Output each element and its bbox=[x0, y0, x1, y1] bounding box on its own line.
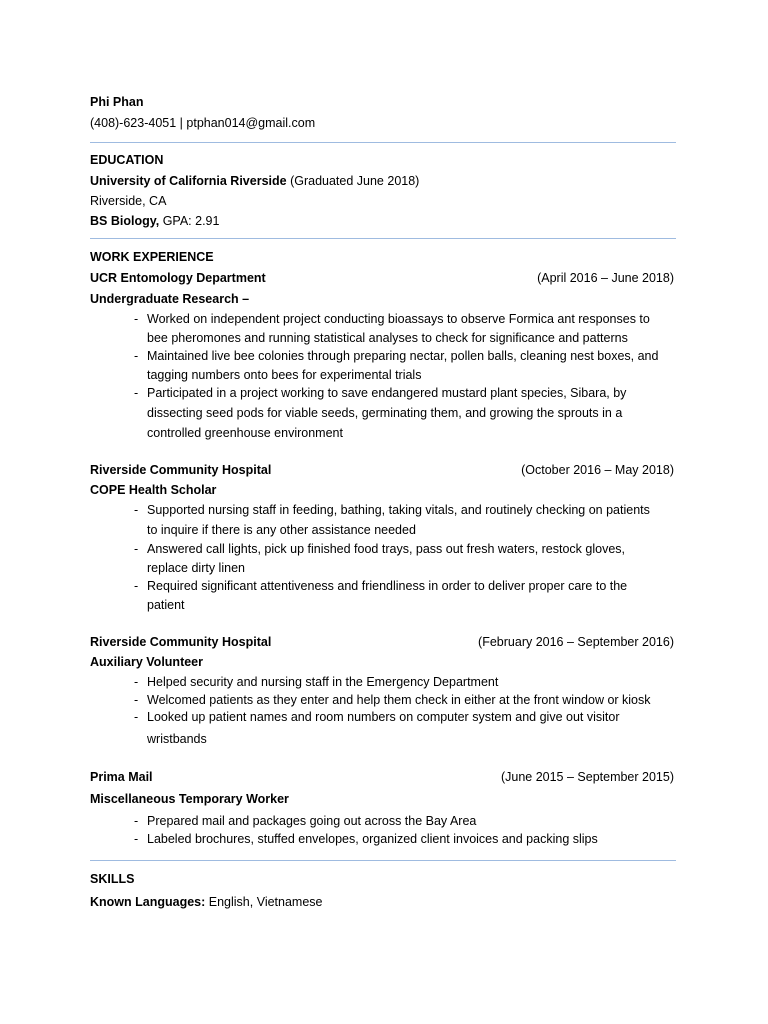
section-divider bbox=[90, 142, 676, 143]
bullet-line: dissecting seed pods for viable seeds, germinating them, and growing the sprouts in a bbox=[147, 406, 623, 420]
languages-value: English, Vietnamese bbox=[208, 895, 323, 909]
school-location: Riverside, CA bbox=[90, 194, 167, 208]
job-dates: (October 2016 – May 2018) bbox=[521, 463, 674, 477]
bullet-line: Required significant attentiveness and friendliness in order to deliver proper care to the bbox=[147, 579, 628, 593]
section-divider bbox=[90, 238, 676, 239]
bullet-line: Prepared mail and packages going out across the Bay Area bbox=[147, 814, 477, 828]
school-name: University of California Riverside bbox=[90, 174, 287, 188]
bullet-line: bee pheromones and running statistical analyses to check for significance and patterns bbox=[147, 331, 628, 345]
gpa: GPA: 2.91 bbox=[162, 214, 220, 228]
bullet-line: Labeled brochures, stuffed envelopes, organized client invoices and packing slips bbox=[147, 832, 598, 846]
bullet-line: Maintained live bee colonies through preparing nectar, pollen balls, cleaning nest boxes, and bbox=[147, 349, 659, 363]
bullet-line: Looked up patient names and room numbers on computer system and give out visitor bbox=[147, 710, 620, 724]
job-dates: (February 2016 – September 2016) bbox=[478, 635, 674, 649]
languages-label: Known Languages: bbox=[90, 895, 206, 909]
degree: BS Biology, bbox=[90, 214, 160, 228]
education-heading: EDUCATION bbox=[90, 153, 164, 167]
bullet-line: controlled greenhouse environment bbox=[147, 426, 343, 440]
bullet-dash: - bbox=[134, 814, 139, 828]
job-employer: Riverside Community Hospital bbox=[90, 463, 272, 477]
job-role: COPE Health Scholar bbox=[90, 483, 217, 497]
bullet-dash: - bbox=[134, 386, 139, 400]
bullet-line: Welcomed patients as they enter and help them check in either at the front window or kiosk bbox=[147, 693, 651, 707]
job-role: Auxiliary Volunteer bbox=[90, 655, 203, 669]
candidate-name: Phi Phan bbox=[90, 95, 144, 109]
bullet-line: Worked on independent project conducting bioassays to observe Formica ant responses to bbox=[147, 312, 650, 326]
job-role: Miscellaneous Temporary Worker bbox=[90, 792, 289, 806]
education-school-line bbox=[90, 174, 419, 188]
bullet-dash: - bbox=[134, 579, 139, 593]
bullet-line: replace dirty linen bbox=[147, 561, 245, 575]
bullet-line: Helped security and nursing staff in the Emergency Department bbox=[147, 675, 499, 689]
skills-heading: SKILLS bbox=[90, 872, 135, 886]
job-employer: Riverside Community Hospital bbox=[90, 635, 272, 649]
bullet-dash: - bbox=[134, 542, 139, 556]
phone-number: (408)-623-4051 bbox=[90, 116, 177, 130]
bullet-line: Answered call lights, pick up finished food trays, pass out fresh waters, restock gloves, bbox=[147, 542, 626, 556]
job-employer: UCR Entomology Department bbox=[90, 271, 266, 285]
bullet-dash: - bbox=[134, 312, 139, 326]
bullet-dash: - bbox=[134, 710, 139, 724]
section-divider bbox=[90, 860, 676, 861]
bullet-line: tagging numbers onto bees for experimental trials bbox=[147, 368, 422, 382]
bullet-line: Supported nursing staff in feeding, bathing, taking vitals, and routinely checking on patients bbox=[147, 503, 650, 517]
job-dates: (June 2015 – September 2015) bbox=[500, 770, 674, 784]
job-employer: Prima Mail bbox=[90, 770, 153, 784]
bullet-dash: - bbox=[134, 349, 139, 363]
contact-line bbox=[90, 116, 315, 130]
languages-line bbox=[90, 895, 323, 909]
bullet-line: patient bbox=[147, 598, 185, 612]
bullet-line: to inquire if there is any other assistance needed bbox=[147, 523, 416, 537]
contact-separator: | bbox=[179, 116, 183, 130]
bullet-line: wristbands bbox=[147, 732, 207, 746]
bullet-line: Participated in a project working to save endangered mustard plant species, Sibara, by bbox=[147, 386, 627, 400]
bullet-dash: - bbox=[134, 675, 139, 689]
work-experience-heading: WORK EXPERIENCE bbox=[90, 250, 214, 264]
bullet-dash: - bbox=[134, 503, 139, 517]
graduation-date: (Graduated June 2018) bbox=[290, 174, 420, 188]
email-address: ptphan014@gmail.com bbox=[186, 116, 316, 130]
bullet-dash: - bbox=[134, 832, 139, 846]
job-role: Undergraduate Research – bbox=[90, 292, 250, 306]
bullet-dash: - bbox=[134, 693, 139, 707]
degree-line bbox=[90, 214, 219, 228]
job-dates: (April 2016 – June 2018) bbox=[537, 271, 674, 285]
